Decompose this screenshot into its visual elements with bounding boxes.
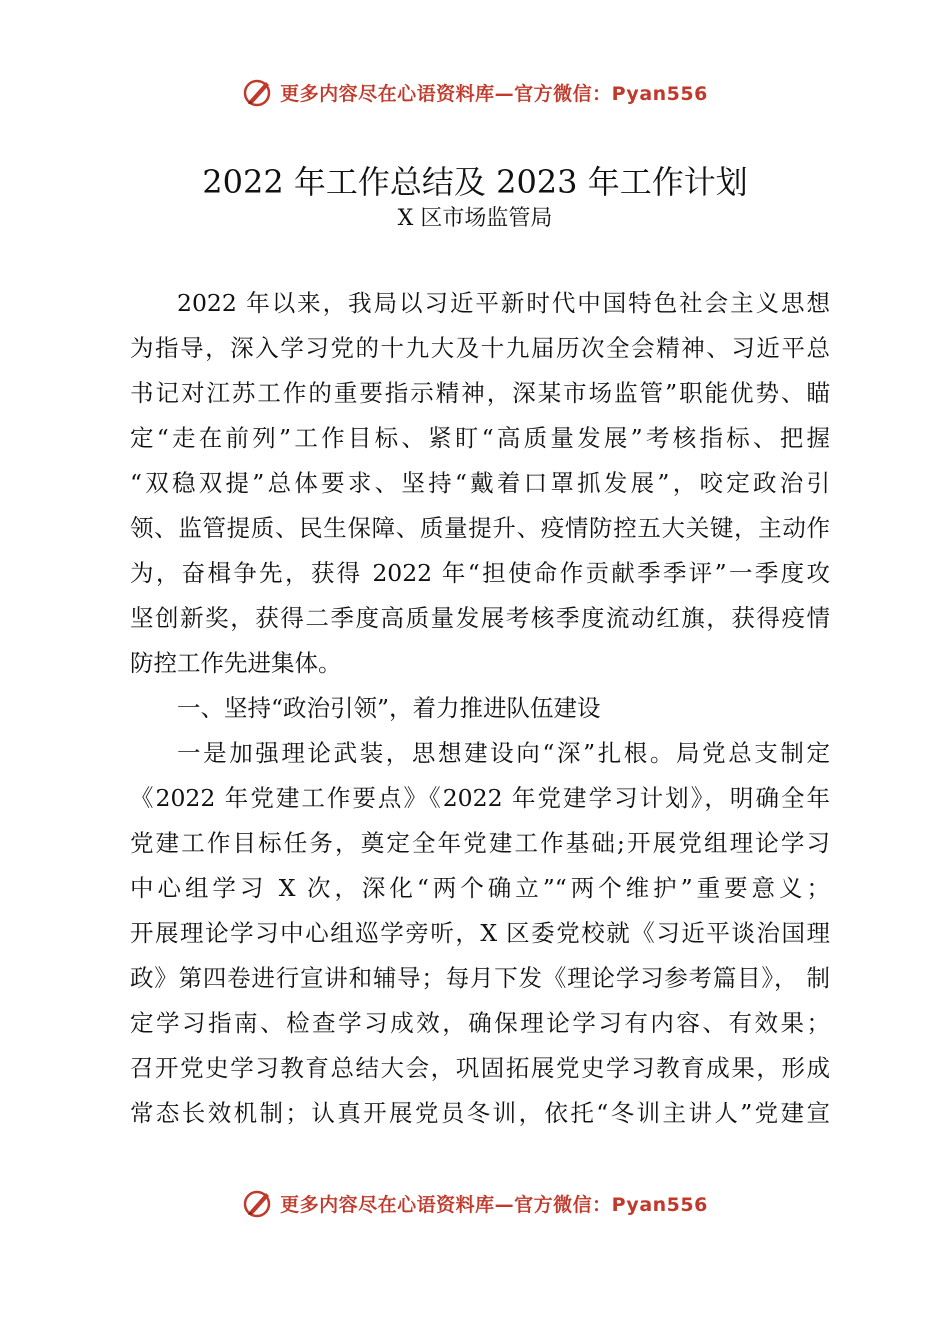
section-heading: 一、坚持“政治引领”，着力推进队伍建设: [177, 694, 601, 722]
body-line: 定学习指南、检查学习成效，确保理论学习有内容、有效果；: [130, 1009, 830, 1037]
pen-circle-logo-icon: [242, 76, 274, 108]
body-line: 一是加强理论武装，思想建设向“深”扎根。局党总支制定: [177, 739, 830, 767]
body-line: 为，奋楫争先，获得 2022 年“担使命作贡献季季评”一季度攻: [130, 559, 830, 587]
watermark-text: 更多内容尽在心语资料库—官方微信：Pyan556: [280, 1193, 708, 1216]
body-line: 召开党史学习教育总结大会，巩固拓展党史学习教育成果，形成: [130, 1054, 830, 1082]
body-line: 防控工作先进集体。: [130, 649, 342, 677]
body-line: 领、监管提质、民生保障、质量提升、疫情防控五大关键，主动作: [130, 514, 830, 542]
body-line: 开展理论学习中心组巡学旁听，X 区委党校就《习近平谈治国理: [130, 919, 830, 947]
watermark-header: [0, 72, 950, 112]
body-line: 党建工作目标任务，奠定全年党建工作基础;开展党组理论学习: [130, 829, 830, 857]
body-line: “双稳双提”总体要求、坚持“戴着口罩抓发展”，咬定政治引: [130, 469, 830, 497]
document-body: [130, 283, 830, 1138]
body-line: 2022 年以来，我局以习近平新时代中国特色社会主义思想: [177, 289, 830, 317]
watermark-footer: [0, 1183, 950, 1223]
body-line: 坚创新奖，获得二季度高质量发展考核季度流动红旗，获得疫情: [130, 604, 830, 632]
body-line: 中心组学习 X 次，深化“两个确立”“两个维护”重要意义；: [130, 874, 830, 902]
body-line: 常态长效机制；认真开展党员冬训，依托“冬训主讲人”党建宣: [130, 1099, 830, 1127]
body-line: 书记对江苏工作的重要指示精神，深某市场监管”职能优势、瞄: [130, 379, 830, 407]
body-line: 为指导，深入学习党的十九大及十九届历次全会精神、习近平总: [130, 334, 830, 362]
pen-circle-logo-icon: [242, 1187, 274, 1219]
body-line: 定“走在前列”工作目标、紧盯“高质量发展”考核指标、把握: [130, 424, 830, 452]
document-title: 2022 年工作总结及 2023 年工作计划: [202, 163, 748, 201]
body-line: 《2022 年党建工作要点》《2022 年党建学习计划》，明确全年: [130, 784, 830, 812]
document-subtitle: X 区市场监管局: [397, 206, 553, 231]
watermark-text: 更多内容尽在心语资料库—官方微信：Pyan556: [280, 82, 708, 105]
body-line: 政》第四卷进行宣讲和辅导；每月下发《理论学习参考篇目》， 制: [130, 964, 830, 992]
